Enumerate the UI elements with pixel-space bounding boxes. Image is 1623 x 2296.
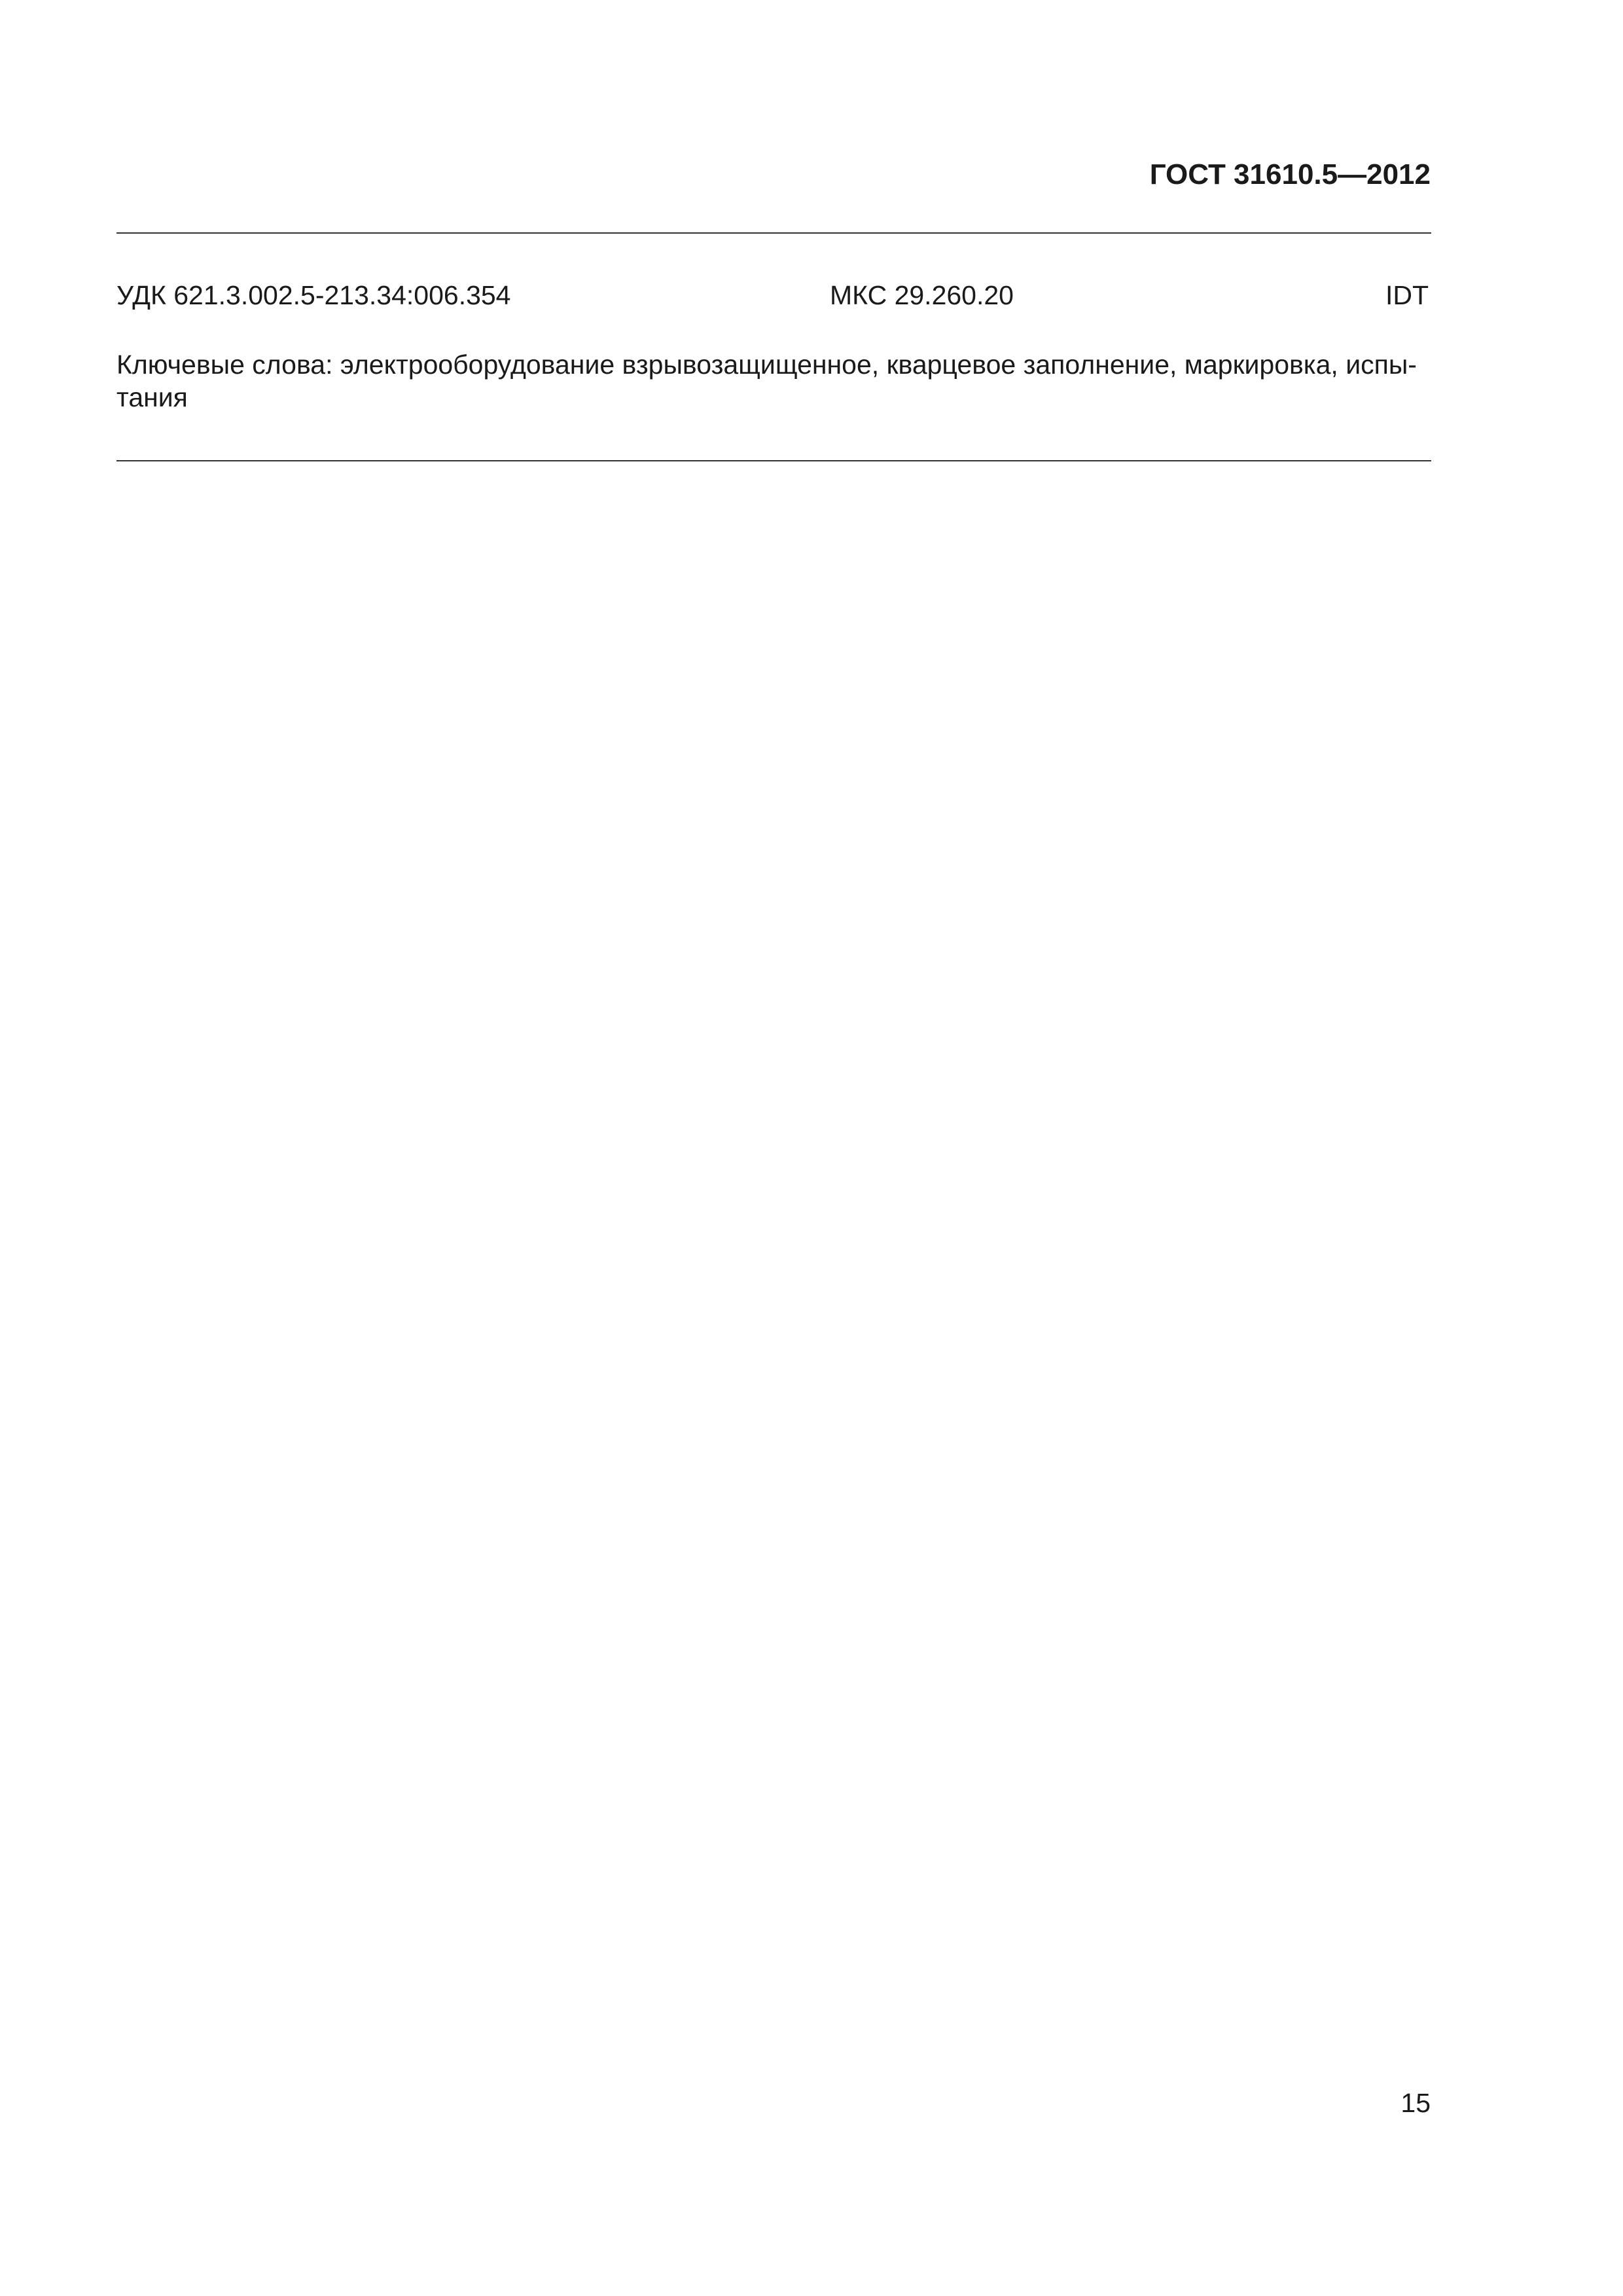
keywords-line-1: Ключевые слова: электрооборудование взрывозащищенное, кварцевое заполнение, маркировка, испы- <box>116 350 1417 380</box>
equivalence-degree: IDT <box>1385 280 1429 310</box>
mks-code: МКС 29.260.20 <box>830 280 1014 310</box>
udc-code: УДК 621.3.002.5-213.34:006.354 <box>116 280 511 310</box>
keywords-paragraph <box>116 348 1431 414</box>
bottom-divider <box>116 460 1431 461</box>
top-divider <box>116 232 1431 234</box>
document-code: ГОСТ 31610.5—2012 <box>1149 158 1431 190</box>
keywords-line-2: тания <box>116 382 188 412</box>
page-number: 15 <box>1400 2088 1431 2118</box>
classification-row <box>116 280 1431 319</box>
